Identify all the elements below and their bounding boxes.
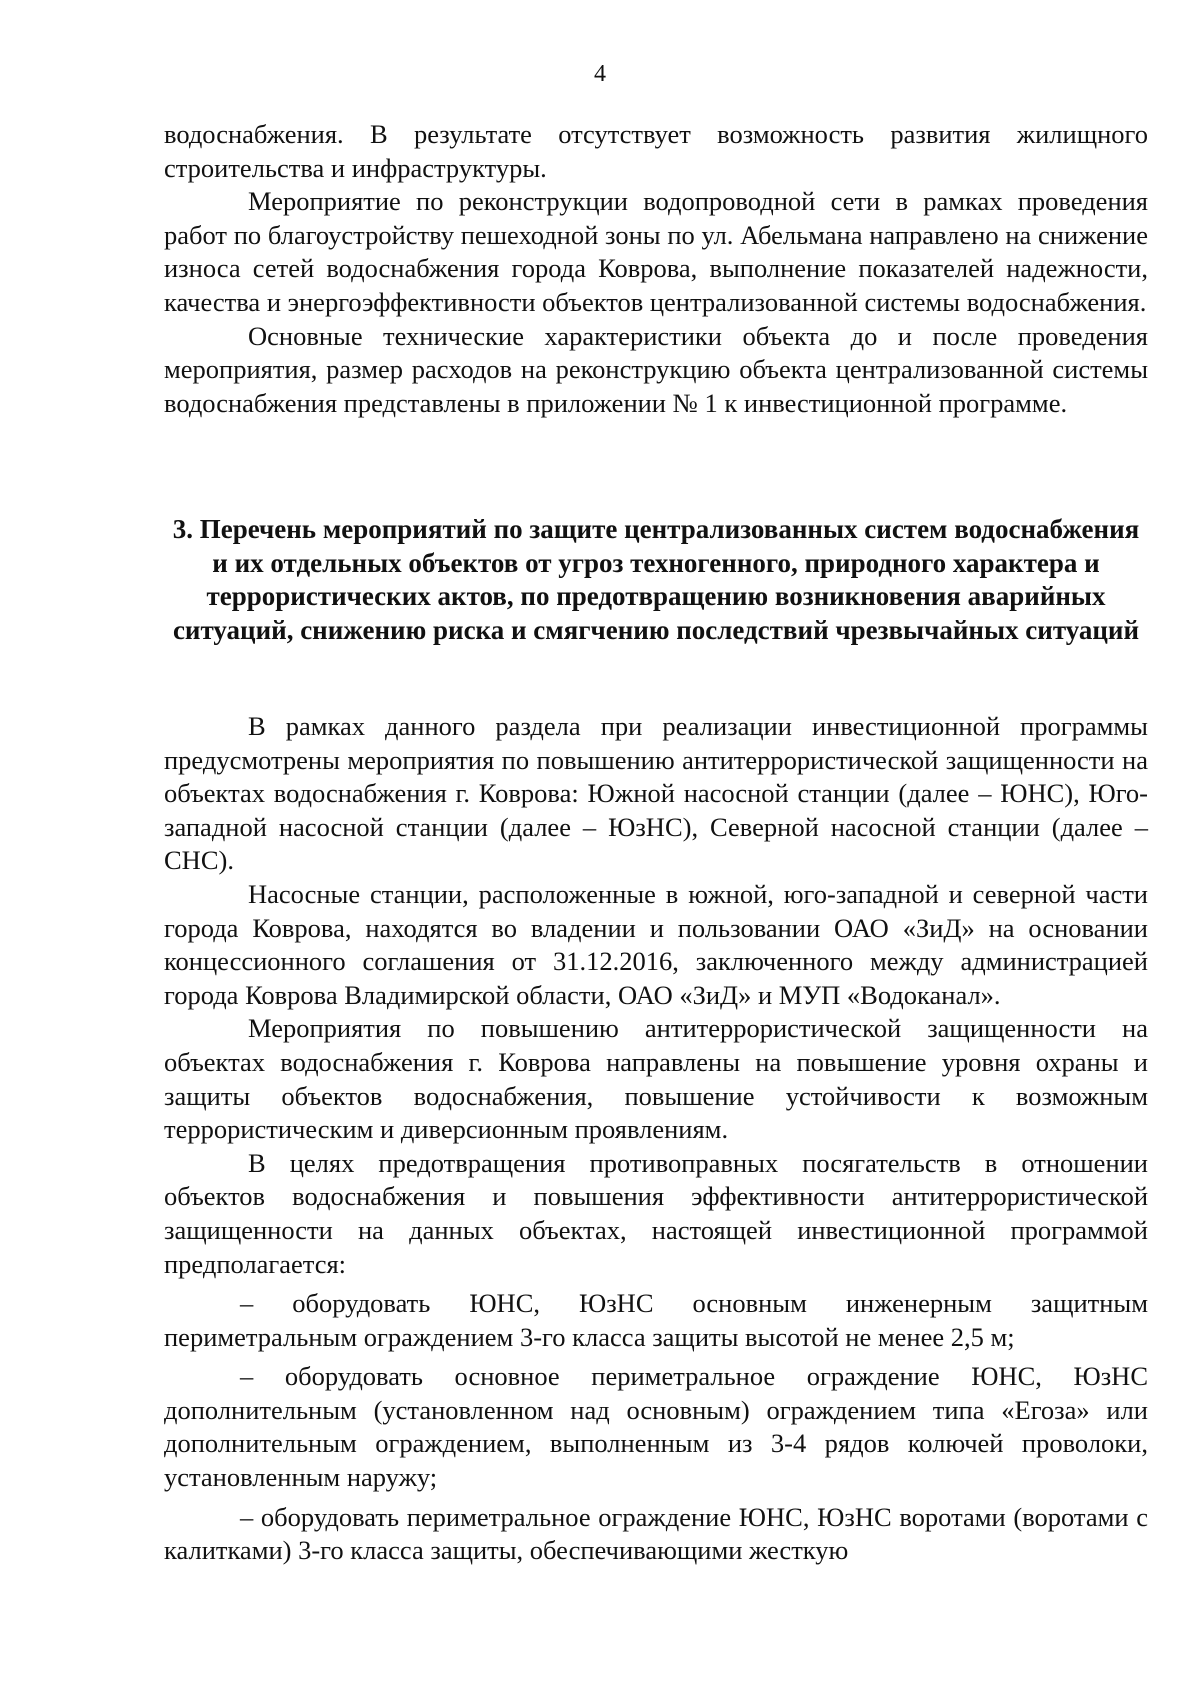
intro-text [164,118,1148,420]
list-item: – оборудовать основное периметральное ограждение ЮНС, ЮзНС дополнительным (установленном над основным) ограждением типа «Егоза» или дополнительным ограждением, выполненным из 3-4 рядов колючей проволоки, установленным наружу; [164,1361,1148,1493]
page-number: 4 [594,61,606,87]
section-heading: 3. Перечень мероприятий по защите централизованных систем водоснабжения и их отдельных объектов от угроз техногенного, природного характера и террористических актов, по предотвращению возникновения аварийных ситуаций, снижению риска и смягчению последствий чрезвычайных ситуаций [172,514,1140,645]
paragraph: Мероприятия по повышению антитеррористической защищенности на объектах водоснабжения г. Коврова направлены на повышение уровня охраны и защиты объектов водоснабжения, повышение устойчивости к возможным террористическим и диверсионным проявлениям. [164,1013,1148,1145]
paragraph: Основные технические характеристики объекта до и после проведения мероприятия, размер расходов на реконструкцию объекта централизованной системы водоснабжения представлены в приложении № 1 к инвестиционной программе. [164,320,1148,418]
list-item: – оборудовать ЮНС, ЮзНС основным инженерным защитным периметральным ограждением 3-го класса защиты высотой не менее 2,5 м; [164,1288,1148,1352]
list-item: – оборудовать периметральное ограждение ЮНС, ЮзНС воротами (воротами с калитками) 3-го класса защиты, обеспечивающими жесткую [164,1501,1148,1566]
paragraph: В рамках данного раздела при реализации инвестиционной программы предусмотрены мероприятия по повышению антитеррористической защищенности на объектах водоснабжения г. Коврова: Южной насосной станции (далее – ЮНС), Юго-западной насосной станции (далее – ЮзНС), Северной насосной станции (далее – СНС). [164,711,1148,876]
section-body [164,710,1148,1568]
paragraph: Насосные станции, расположенные в южной, юго-западной и северной части города Коврова, находятся во владении и пользовании ОАО «ЗиД» на основании концессионного соглашения от 31.12.2016, заключенного между администрацией города Коврова Владимирской области, ОАО «ЗиД» и МУП «Водоканал». [164,878,1148,1010]
paragraph-continuation: водоснабжения. В результате отсутствует возможность развития жилищного строительства и инфраструктуры. [164,119,1148,183]
paragraph: Мероприятие по реконструкции водопроводной сети в рамках проведения работ по благоустройству пешеходной зоны по ул. Абельмана направлено на снижение износа сетей водоснабжения города Коврова, выполнение показателей надежности, качества и энергоэффективности объектов централизованной системы водоснабжения. [164,186,1148,317]
paragraph: В целях предотвращения противоправных посягательств в отношении объектов водоснабжения и повышения эффективности антитеррористической защищенности на данных объектах, настоящей инвестиционной программой предполагается: [164,1147,1148,1279]
